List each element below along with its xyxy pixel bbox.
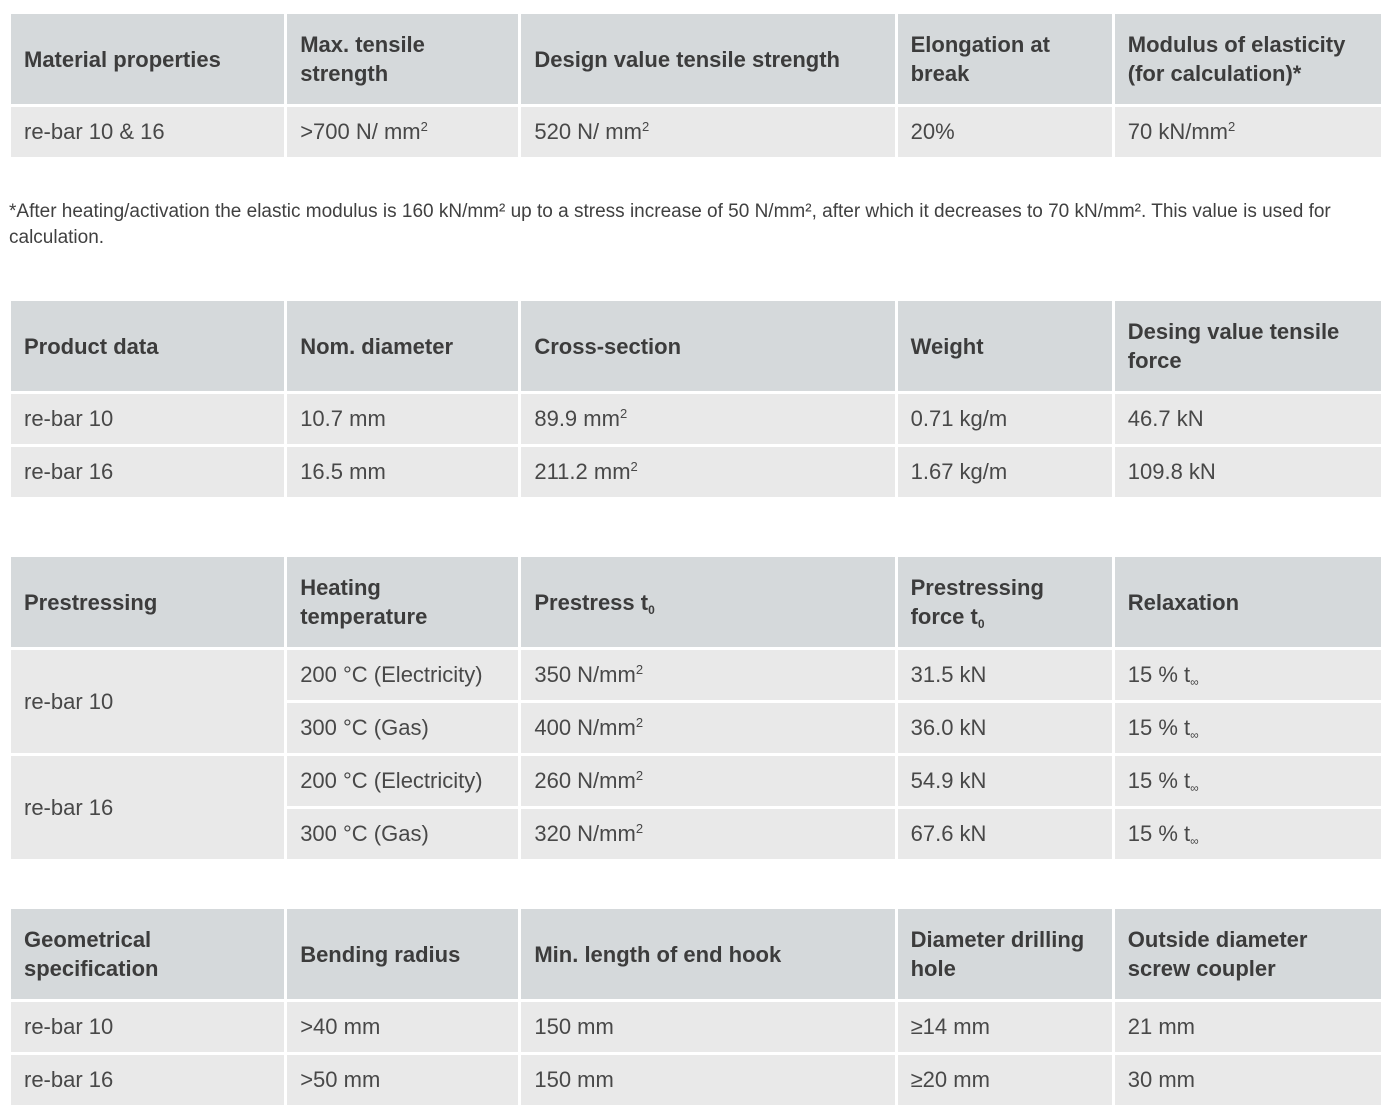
- value-text: >700 N/ mm: [300, 119, 421, 144]
- value-text: 520 N/ mm: [534, 119, 642, 144]
- table-header-row: [11, 909, 1381, 999]
- temperature-value: 200 °C (Electricity): [287, 756, 518, 806]
- unit-power: 2: [619, 406, 628, 421]
- relaxation-value: [1115, 756, 1381, 806]
- force-value: 31.5 kN: [898, 650, 1112, 700]
- header-relaxation: Relaxation: [1115, 557, 1381, 647]
- header-cross-section: Cross-section: [521, 301, 894, 391]
- prestress-value: [521, 650, 894, 700]
- bending-radius-value: >40 mm: [287, 1002, 518, 1052]
- coupler-diameter-value: 21 mm: [1115, 1002, 1381, 1052]
- prestress-value: [521, 809, 894, 859]
- tensile-force-value: 109.8 kN: [1115, 447, 1381, 497]
- cross-section-value: [521, 394, 894, 444]
- subscript-zero: 0: [977, 617, 985, 631]
- unit-power: 2: [635, 768, 644, 783]
- header-bending-radius: Bending radius: [287, 909, 518, 999]
- value-text: 260 N/mm: [534, 768, 636, 793]
- row-label: re-bar 10: [11, 1002, 284, 1052]
- relaxation-value: [1115, 703, 1381, 753]
- unit-power: 2: [420, 119, 428, 134]
- unit-power: 2: [1228, 119, 1236, 134]
- subscript-infinity: ∞: [1190, 675, 1199, 689]
- header-tensile-force: Desing value tensile force: [1115, 301, 1381, 391]
- header-max-tensile-strength: Max. tensile strength: [287, 14, 518, 104]
- table-header-row: [11, 301, 1381, 391]
- relaxation-value: [1115, 809, 1381, 859]
- header-modulus-of-elasticity: Modulus of elasticity (for calculation)*: [1115, 14, 1381, 104]
- header-end-hook-length: Min. length of end hook: [521, 909, 894, 999]
- weight-value: 0.71 kg/m: [898, 394, 1112, 444]
- table-row: [11, 1002, 1381, 1052]
- modulus-value: [1115, 107, 1381, 157]
- header-prestressing: Prestressing: [11, 557, 284, 647]
- force-value: 67.6 kN: [898, 809, 1112, 859]
- header-product-data: Product data: [11, 301, 284, 391]
- header-design-tensile-strength: Design value tensile strength: [521, 14, 894, 104]
- value-text: 211.2 mm: [534, 459, 631, 484]
- table-header-row: [11, 557, 1381, 647]
- table-header-row: [11, 14, 1381, 104]
- unit-power: 2: [641, 119, 650, 134]
- unit-power: 2: [630, 459, 638, 474]
- unit-power: 2: [635, 715, 644, 730]
- relaxation-value: [1115, 650, 1381, 700]
- table-row: [11, 447, 1381, 497]
- weight-value: 1.67 kg/m: [898, 447, 1112, 497]
- temperature-value: 300 °C (Gas): [287, 809, 518, 859]
- subscript-infinity: ∞: [1190, 781, 1199, 795]
- header-heating-temperature: Heating temperature: [287, 557, 518, 647]
- row-label: re-bar 10 & 16: [11, 107, 284, 157]
- subscript-infinity: ∞: [1190, 834, 1199, 848]
- force-value: 36.0 kN: [898, 703, 1112, 753]
- material-properties-table: [8, 11, 1384, 160]
- prestress-value: [521, 756, 894, 806]
- header-geometrical-specification: Geometrical specification: [11, 909, 284, 999]
- header-prestressing-force: [898, 557, 1112, 647]
- unit-power: 2: [635, 821, 644, 836]
- unit-power: 2: [635, 662, 644, 677]
- header-weight: Weight: [898, 301, 1112, 391]
- table-row: [11, 756, 1381, 806]
- value-text: 89.9 mm: [534, 406, 620, 431]
- table-row: [11, 1055, 1381, 1105]
- geometrical-specification-table: [8, 906, 1384, 1108]
- header-elongation-at-break: Elongation at break: [898, 14, 1112, 104]
- row-label: re-bar 16: [11, 447, 284, 497]
- drill-hole-value: ≥14 mm: [898, 1002, 1112, 1052]
- header-drilling-hole-diameter: Diameter drilling hole: [898, 909, 1112, 999]
- temperature-value: 200 °C (Electricity): [287, 650, 518, 700]
- hook-length-value: 150 mm: [521, 1002, 894, 1052]
- elongation-value: 20%: [898, 107, 1112, 157]
- value-text: 15 % t: [1127, 821, 1191, 846]
- value-text: 15 % t: [1127, 768, 1191, 793]
- row-group-label: re-bar 16: [11, 756, 284, 859]
- hook-length-value: 150 mm: [521, 1055, 894, 1105]
- value-text: 350 N/mm: [534, 662, 636, 687]
- value-text: 70 kN/mm: [1127, 119, 1229, 144]
- subscript-zero: 0: [648, 602, 655, 617]
- header-text: Prestress t: [534, 589, 649, 615]
- bending-radius-value: >50 mm: [287, 1055, 518, 1105]
- value-text: 15 % t: [1127, 715, 1191, 740]
- prestressing-table: [8, 554, 1384, 862]
- coupler-diameter-value: 30 mm: [1115, 1055, 1381, 1105]
- row-label: re-bar 16: [11, 1055, 284, 1105]
- table-row: [11, 394, 1381, 444]
- value-text: 15 % t: [1127, 662, 1191, 687]
- diameter-value: 10.7 mm: [287, 394, 518, 444]
- product-data-table: [8, 298, 1384, 500]
- header-prestress: [521, 557, 894, 647]
- diameter-value: 16.5 mm: [287, 447, 518, 497]
- table-row: [11, 650, 1381, 700]
- row-label: re-bar 10: [11, 394, 284, 444]
- table-row: [11, 107, 1381, 157]
- prestress-value: [521, 703, 894, 753]
- tensile-force-value: 46.7 kN: [1115, 394, 1381, 444]
- temperature-value: 300 °C (Gas): [287, 703, 518, 753]
- subscript-infinity: ∞: [1190, 728, 1199, 742]
- header-material-properties: Material properties: [11, 14, 284, 104]
- drill-hole-value: ≥20 mm: [898, 1055, 1112, 1105]
- force-value: 54.9 kN: [898, 756, 1112, 806]
- cross-section-value: [521, 447, 894, 497]
- design-tensile-value: [521, 107, 894, 157]
- value-text: 320 N/mm: [534, 821, 636, 846]
- header-nom-diameter: Nom. diameter: [287, 301, 518, 391]
- header-text: Prestressing force t: [910, 575, 1044, 629]
- header-coupler-diameter: Outside diameter screw coupler: [1115, 909, 1381, 999]
- footnote: *After heating/activation the elastic modulus is 160 kN/mm² up to a stress increase of 50 N/mm², after which it decreases to 70 kN/mm². This value is used for calculation.: [9, 201, 1331, 248]
- row-group-label: re-bar 10: [11, 650, 284, 753]
- max-tensile-value: [287, 107, 518, 157]
- value-text: 400 N/mm: [534, 715, 636, 740]
